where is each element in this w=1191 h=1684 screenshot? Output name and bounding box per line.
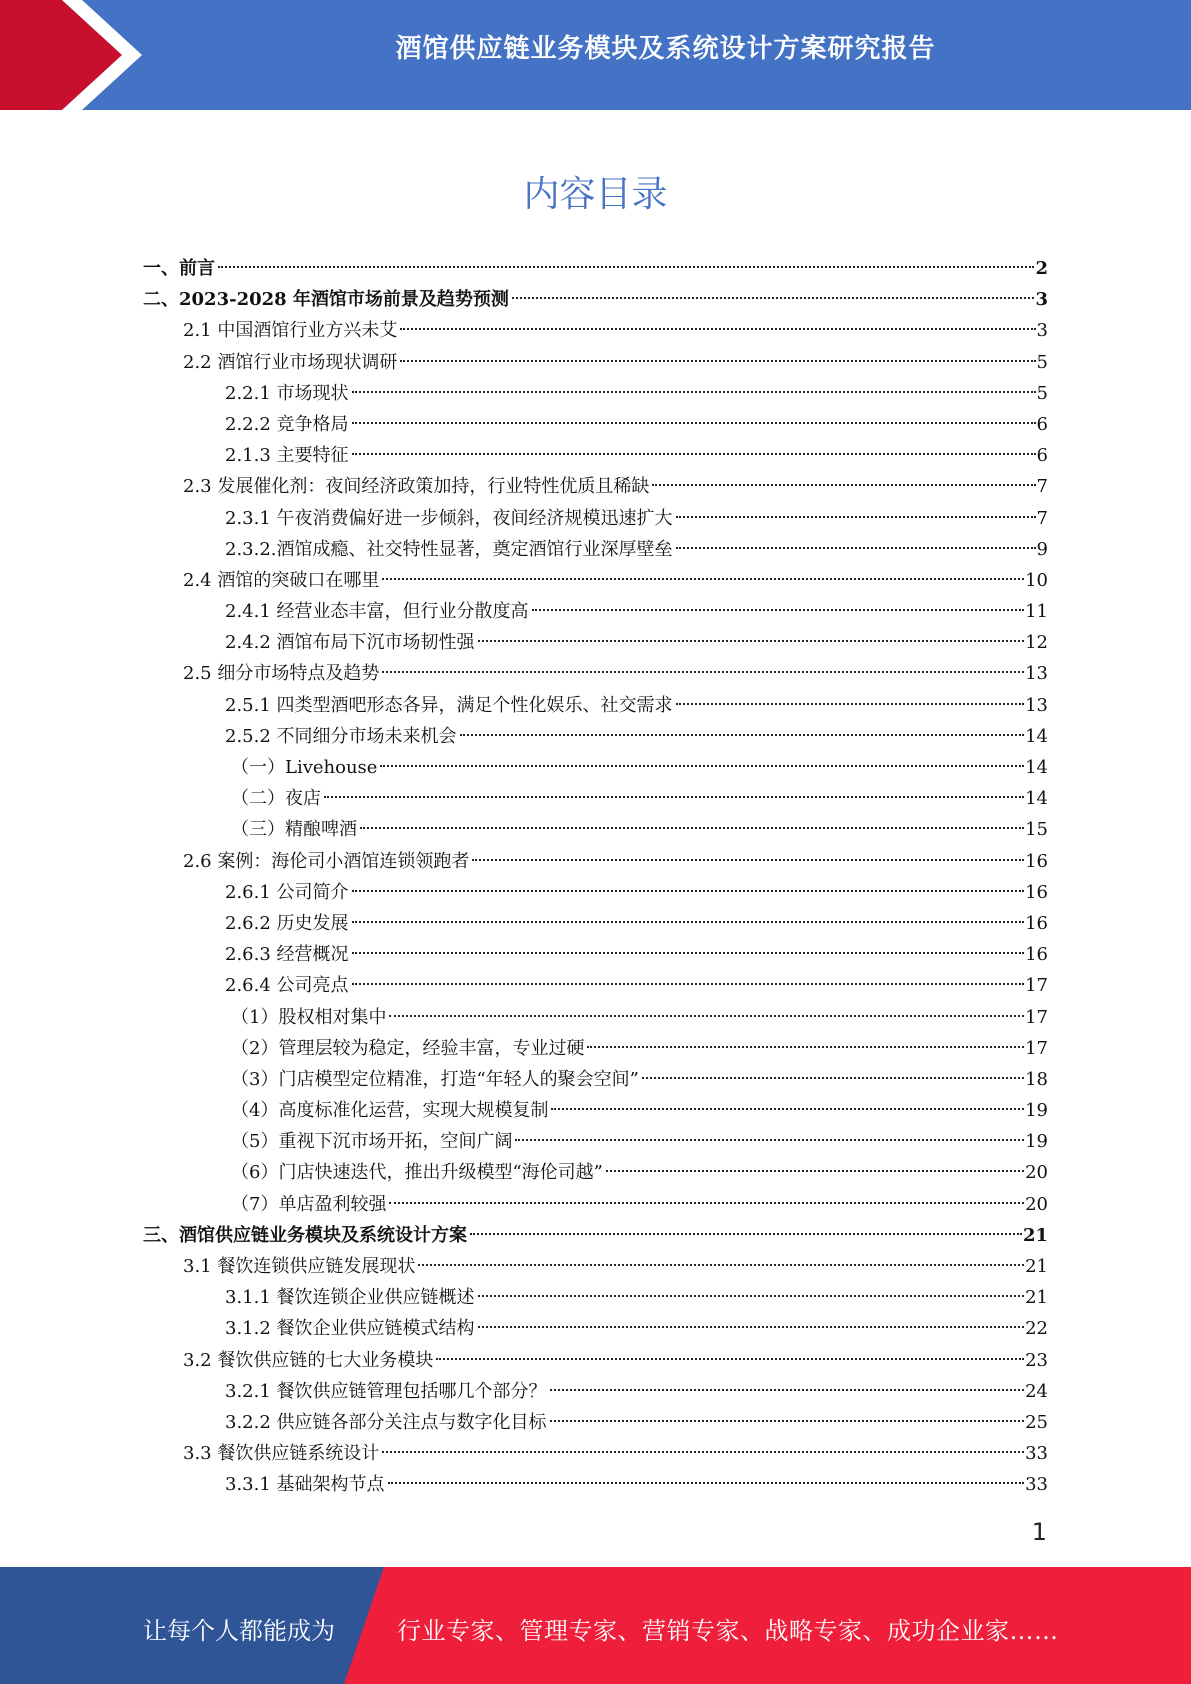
toc-entry[interactable] (143, 1064, 1048, 1095)
toc-dot-leader (478, 1326, 1025, 1328)
toc-entry-page: 12 (1025, 632, 1048, 654)
toc-entry[interactable] (143, 315, 1048, 346)
toc-entry[interactable] (143, 1126, 1048, 1157)
toc-dot-leader (400, 328, 1035, 330)
toc-entry[interactable] (143, 1282, 1048, 1313)
toc-entry-text: 2.4.2 酒馆布局下沉市场韧性强 (225, 632, 475, 654)
toc-dot-leader (324, 796, 1024, 798)
toc-entry-page: 5 (1036, 351, 1048, 373)
toc-dot-leader (676, 516, 1036, 518)
toc-entry-page: 13 (1025, 663, 1048, 685)
toc-entry[interactable] (143, 1095, 1048, 1126)
toc-entry-page: 16 (1025, 912, 1048, 934)
toc-dot-leader (472, 859, 1024, 861)
toc-dot-leader (352, 983, 1025, 985)
toc-entry-page: 14 (1025, 725, 1048, 747)
toc-dot-leader (676, 703, 1025, 705)
toc-entry-text: （4）高度标准化运营，实现大规模复制 (231, 1100, 549, 1122)
toc-entry-page: 19 (1025, 1100, 1048, 1122)
toc-dot-leader (382, 671, 1024, 673)
footer-slogan-right: 行业专家、管理专家、营销专家、战略专家、成功企业家…… (397, 1617, 1059, 1645)
toc-entry[interactable] (143, 409, 1048, 440)
toc-entry-page: 3 (1035, 289, 1048, 311)
page-header (0, 0, 1191, 110)
toc-entry-page: 25 (1025, 1411, 1048, 1433)
toc-entry-text: （1）股权相对集中 (231, 1006, 387, 1028)
toc-entry[interactable] (143, 1313, 1048, 1344)
toc-entry-text: （7）单店盈利较强 (231, 1193, 387, 1215)
toc-entry-text: 二、2023-2028 年酒馆市场前景及趋势预测 (143, 289, 509, 311)
toc-dot-leader (218, 266, 1034, 268)
toc-entry[interactable] (143, 471, 1048, 502)
toc-entry-text: 2.5 细分市场特点及趋势 (183, 663, 380, 685)
toc-entry[interactable] (143, 440, 1048, 471)
toc-entry-text: 2.6.3 经营概况 (225, 944, 349, 966)
toc-entry[interactable] (143, 1157, 1048, 1188)
table-of-contents (143, 253, 1048, 1501)
toc-entry[interactable] (143, 690, 1048, 721)
toc-entry-text: 2.3.2.酒馆成瘾、社交特性显著，奠定酒馆行业深厚壁垒 (225, 538, 673, 560)
toc-entry[interactable] (143, 814, 1048, 845)
toc-entry[interactable] (143, 970, 1048, 1001)
toc-entry-text: 2.6.4 公司亮点 (225, 975, 349, 997)
toc-dot-leader (436, 1358, 1024, 1360)
toc-dot-leader (382, 578, 1024, 580)
toc-entry-text: 2.6.1 公司简介 (225, 881, 349, 903)
toc-dot-leader (382, 1451, 1024, 1453)
toc-entry-text: 2.3.1 午夜消费偏好进一步倾斜，夜间经济规模迅速扩大 (225, 507, 673, 529)
toc-entry-text: 3.1.1 餐饮连锁企业供应链概述 (225, 1287, 475, 1309)
toc-entry-page: 15 (1025, 819, 1048, 841)
toc-entry-page: 21 (1025, 1256, 1048, 1277)
toc-entry-page: 9 (1036, 538, 1048, 560)
toc-entry-text: 2.2 酒馆行业市场现状调研 (183, 351, 398, 373)
toc-entry-page: 6 (1036, 445, 1048, 467)
toc-dot-leader (652, 484, 1035, 486)
toc-entry-page: 19 (1025, 1131, 1048, 1153)
toc-dot-leader (352, 952, 1025, 954)
toc-entry-text: 3.2 餐饮供应链的七大业务模块 (183, 1349, 434, 1371)
toc-entry-text: 一、前言 (143, 258, 215, 279)
toc-entry-page: 21 (1022, 1224, 1048, 1246)
toc-dot-leader (352, 422, 1036, 424)
toc-entry[interactable] (143, 752, 1048, 783)
toc-dot-leader (478, 1295, 1025, 1297)
toc-entry-page: 3 (1036, 320, 1048, 342)
toc-entry-page: 17 (1025, 1037, 1048, 1059)
toc-entry-page: 10 (1025, 569, 1048, 591)
toc-entry-text: 2.2.2 竞争格局 (225, 413, 349, 435)
toc-dot-leader (388, 1482, 1025, 1484)
toc-entry-text: （6）门店快速迭代，推出升级模型“海伦司越” (231, 1162, 603, 1184)
toc-entry-page: 16 (1025, 881, 1048, 903)
toc-dot-leader (418, 1264, 1024, 1266)
toc-entry-page: 22 (1025, 1318, 1048, 1340)
toc-entry-text: 3.2.1 餐饮供应链管理包括哪几个部分？ (225, 1380, 547, 1402)
toc-entry-text: 三、酒馆供应链业务模块及系统设计方案 (143, 1224, 467, 1246)
toc-dot-leader (532, 609, 1025, 611)
toc-entry[interactable] (143, 1376, 1048, 1407)
toc-dot-leader (400, 360, 1035, 362)
toc-entry-page: 17 (1025, 1006, 1048, 1028)
toc-dot-leader (380, 765, 1024, 767)
report-title: 酒馆供应链业务模块及系统设计方案研究报告 (395, 34, 936, 64)
toc-dot-leader (389, 1015, 1024, 1017)
toc-entry-text: 2.6.2 历史发展 (225, 912, 349, 934)
toc-dot-leader (352, 453, 1036, 455)
toc-entry-page: 21 (1025, 1287, 1048, 1309)
page-footer (0, 1567, 1191, 1684)
toc-entry[interactable] (143, 1407, 1048, 1438)
toc-entry[interactable] (143, 939, 1048, 970)
toc-dot-leader (352, 890, 1025, 892)
chevron-arrow-icon (0, 0, 160, 110)
toc-entry[interactable] (143, 284, 1048, 315)
toc-entry-page: 5 (1036, 382, 1048, 404)
toc-dot-leader (551, 1108, 1024, 1110)
toc-entry-text: 3.1.2 餐饮企业供应链模式结构 (225, 1318, 475, 1340)
toc-entry-page: 7 (1036, 507, 1048, 529)
toc-entry-page: 18 (1025, 1068, 1048, 1090)
toc-entry[interactable] (143, 1033, 1048, 1064)
toc-entry[interactable] (143, 1438, 1048, 1469)
toc-entry[interactable] (143, 846, 1048, 877)
toc-entry[interactable] (143, 1345, 1048, 1376)
toc-entry-text: （2）管理层较为稳定，经验丰富，专业过硬 (231, 1037, 585, 1059)
toc-entry-text: （3）门店模型定位精准，打造“年轻人的聚会空间” (231, 1068, 639, 1090)
toc-entry[interactable] (143, 1002, 1048, 1033)
toc-dot-leader (352, 391, 1036, 393)
toc-dot-leader (676, 547, 1036, 549)
toc-entry[interactable] (143, 627, 1048, 658)
toc-dot-leader (460, 734, 1025, 736)
toc-dot-leader (550, 1389, 1025, 1391)
toc-entry[interactable] (143, 565, 1048, 596)
toc-entry[interactable] (143, 1469, 1048, 1500)
toc-entry-text: 2.5.1 四类型酒吧形态各异，满足个性化娱乐、社交需求 (225, 694, 673, 716)
toc-entry-text: 2.2.1 市场现状 (225, 382, 349, 404)
toc-entry-text: 2.4 酒馆的突破口在哪里 (183, 569, 380, 591)
page-number: 1 (1031, 1518, 1047, 1546)
toc-entry[interactable] (143, 1251, 1048, 1282)
toc-dot-leader (515, 1139, 1024, 1141)
toc-entry-page: 14 (1025, 757, 1048, 778)
toc-entry-text: （5）重视下沉市场开拓，空间广阔 (231, 1131, 513, 1153)
toc-dot-leader (352, 921, 1025, 923)
toc-dot-leader (606, 1170, 1024, 1172)
footer-slogan-left: 让每个人都能成为 (143, 1617, 335, 1645)
toc-entry[interactable] (143, 721, 1048, 752)
toc-entry-text: 2.1 中国酒馆行业方兴未艾 (183, 320, 398, 342)
toc-entry-text: 3.3 餐饮供应链系统设计 (183, 1443, 380, 1465)
toc-entry-text: （二）夜店 (231, 788, 321, 810)
toc-entry-page: 20 (1025, 1162, 1048, 1184)
toc-dot-leader (512, 297, 1035, 299)
toc-entry-page: 23 (1025, 1349, 1048, 1371)
toc-entry[interactable] (143, 378, 1048, 409)
toc-entry-page: 7 (1036, 476, 1048, 498)
toc-entry-text: 2.5.2 不同细分市场未来机会 (225, 725, 457, 747)
toc-entry-page: 20 (1025, 1193, 1048, 1215)
toc-title: 内容目录 (523, 174, 668, 215)
toc-entry-page: 14 (1025, 788, 1048, 810)
toc-entry-page: 17 (1025, 975, 1048, 997)
toc-entry-text: 2.3 发展催化剂：夜间经济政策加持，行业特性优质且稀缺 (183, 476, 650, 498)
toc-entry[interactable] (143, 783, 1048, 814)
toc-entry-page: 24 (1025, 1380, 1048, 1402)
toc-entry-text: 2.1.3 主要特征 (225, 445, 349, 467)
toc-dot-leader (389, 1202, 1024, 1204)
toc-entry-page: 16 (1025, 850, 1048, 872)
toc-entry[interactable] (143, 503, 1048, 534)
toc-entry-page: 33 (1025, 1474, 1048, 1496)
toc-dot-leader (478, 640, 1025, 642)
toc-entry-text: 3.2.2 供应链各部分关注点与数字化目标 (225, 1411, 547, 1433)
toc-entry-page: 2 (1035, 258, 1048, 279)
toc-entry[interactable] (143, 1220, 1048, 1251)
toc-entry-page: 33 (1025, 1443, 1048, 1465)
toc-entry-page: 16 (1025, 944, 1048, 966)
toc-dot-leader (470, 1233, 1022, 1235)
toc-dot-leader (587, 1046, 1024, 1048)
toc-entry[interactable] (143, 1189, 1048, 1220)
toc-entry-page: 11 (1025, 601, 1048, 623)
toc-entry[interactable] (143, 534, 1048, 565)
toc-dot-leader (550, 1420, 1025, 1422)
toc-entry-page: 13 (1025, 694, 1048, 716)
toc-entry-text: 2.6 案例：海伦司小酒馆连锁领跑者 (183, 850, 470, 872)
toc-dot-leader (360, 827, 1024, 829)
toc-entry[interactable] (143, 347, 1048, 378)
toc-dot-leader (642, 1077, 1024, 1079)
toc-entry[interactable] (143, 596, 1048, 627)
toc-entry[interactable] (143, 253, 1048, 284)
toc-entry-text: （一）Livehouse (231, 757, 378, 778)
toc-entry-text: 3.3.1 基础架构节点 (225, 1474, 385, 1496)
toc-entry[interactable] (143, 908, 1048, 939)
toc-entry-text: （三）精酿啤酒 (231, 819, 357, 841)
toc-entry-text: 3.1 餐饮连锁供应链发展现状 (183, 1256, 416, 1277)
toc-entry[interactable] (143, 658, 1048, 689)
toc-entry[interactable] (143, 877, 1048, 908)
toc-entry-page: 6 (1036, 413, 1048, 435)
toc-entry-text: 2.4.1 经营业态丰富，但行业分散度高 (225, 601, 529, 623)
